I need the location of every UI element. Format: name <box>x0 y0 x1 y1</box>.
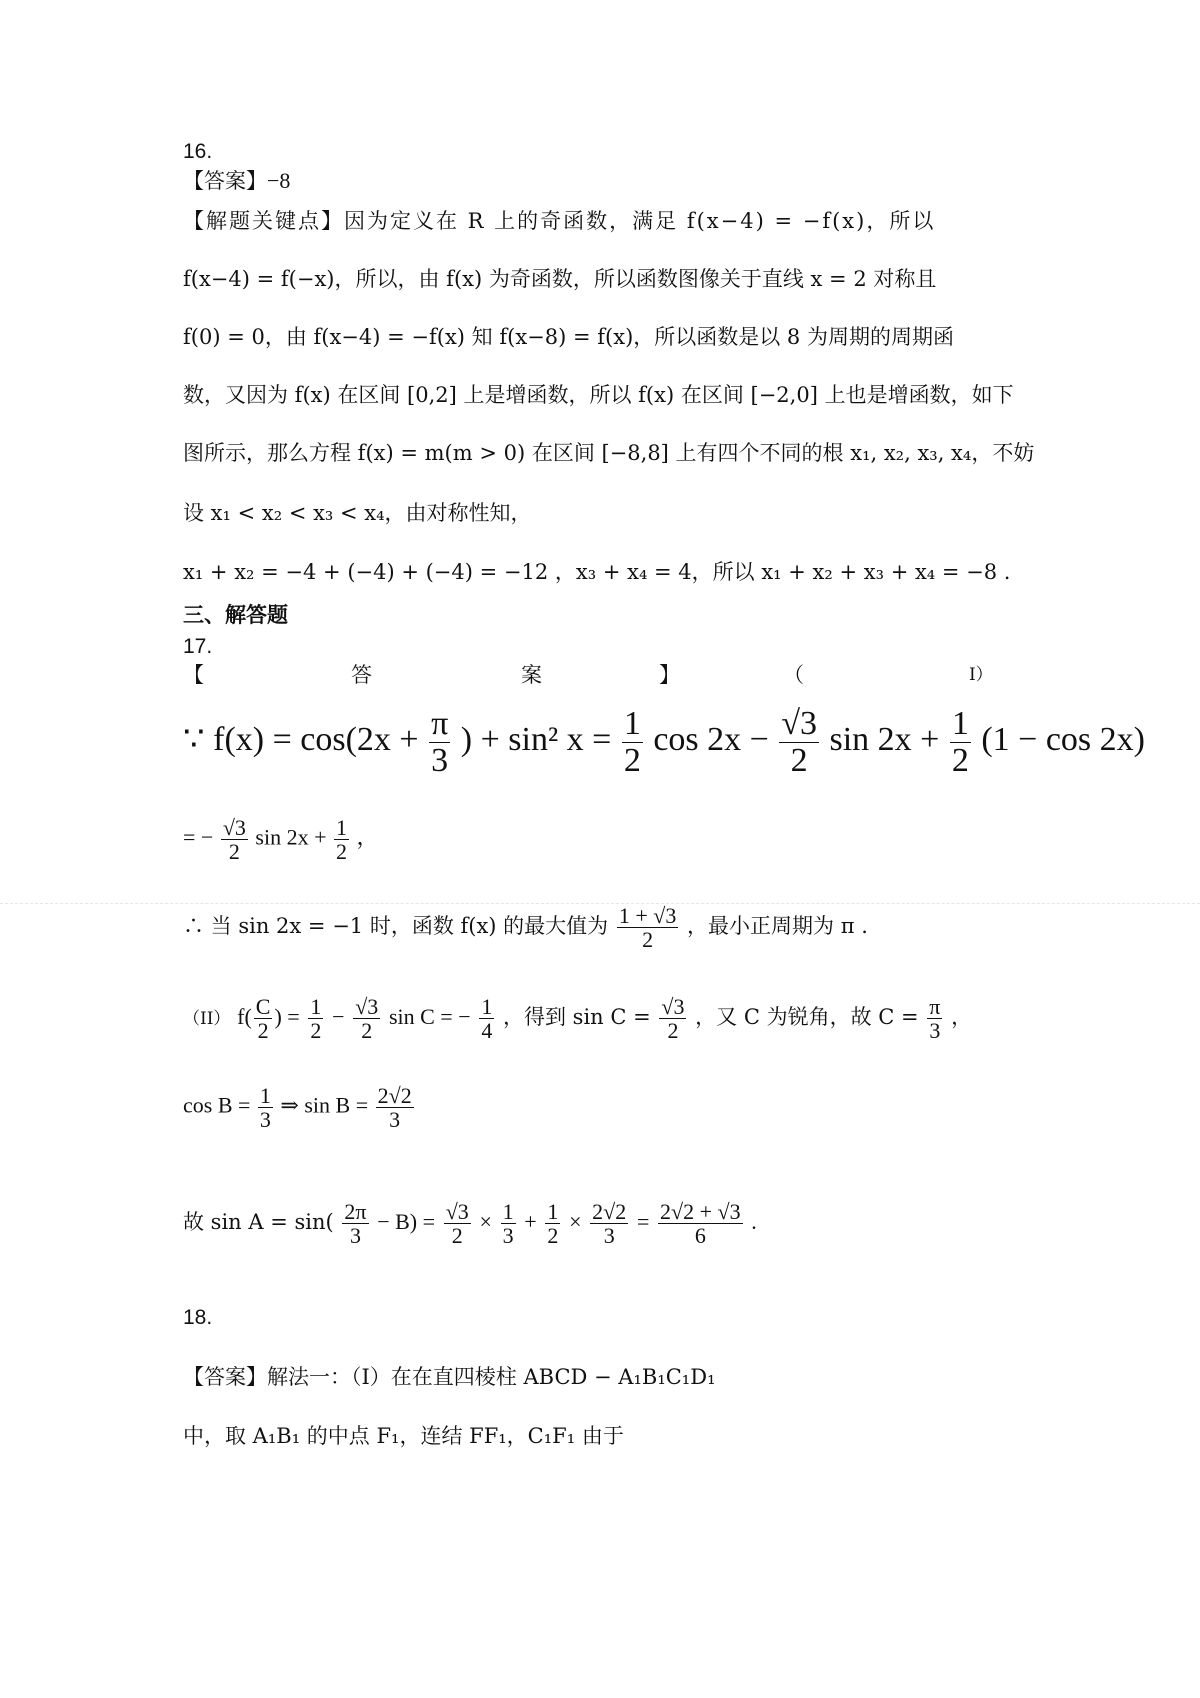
frac-sqrt3-over-2-b: $\frac{√3}{2}$ <box>661 994 685 1044</box>
answer-close-bracket: 】 <box>659 663 680 687</box>
q16-para-3: f(0) = 0，由 f(x−4) = −f(x) 知 f(x−8) = f(x)，所以函数是以 8 为周期的周期函 <box>183 325 954 349</box>
eq-cos2x: cos 2x − <box>653 720 769 758</box>
section-title: 三、解答题 <box>183 602 288 627</box>
frac-third: $\frac{1}{3}$ <box>502 1199 514 1249</box>
frac-third: $\frac{1}{3}$ <box>259 1083 271 1133</box>
frac-quarter: $\frac{1}{4}$ <box>481 994 493 1044</box>
q16-answer-line <box>183 166 290 196</box>
frac-half-1: $\frac{1}{2}$ <box>623 705 641 779</box>
q17-line-2: = − $\frac{√3}{2}$ sin 2x + $\frac{1}{2}$ ， <box>183 815 379 865</box>
q16-para-2: f(x−4) = f(−x)，所以，由 f(x) 为奇函数，所以函数图像关于直线 x = 2 对称且 <box>183 267 937 291</box>
q17-main-equation <box>183 706 1145 778</box>
frac-c-over-2: $\frac{C}{2}$ <box>255 994 271 1044</box>
q17-max-line: ∴ 当 sin 2x = −1 时，函数 f(x) 的最大值为 $\frac{1 + √3}{2}$ ，最小正周期为 π . <box>183 903 868 953</box>
q16-para-5: 图所示，那么方程 f(x) = m(m > 0) 在区间 [−8,8] 上有四个不同的根 x₁, x₂, x₃, x₄，不妨 <box>183 441 1035 465</box>
q16-number: 16. <box>183 140 213 163</box>
q16-para-6: 设 x₁ < x₂ < x₃ < x₄，由对称性知， <box>183 501 532 525</box>
q16-para-4: 数，又因为 f(x) 在区间 [0,2] 上是增函数，所以 f(x) 在区间 [−2,0] 上也是增函数，如下 <box>183 383 1014 407</box>
q16-para-7: x₁ + x₂ = −4 + (−4) + (−4) = −12 ，x₃ + x₄ = 4，所以 x₁ + x₂ + x₃ + x₄ = −8 . <box>183 560 1011 584</box>
frac-half: $\frac{1}{2}$ <box>336 815 347 865</box>
q18-line-2: 中，取 A₁B₁ 的中点 F₁，连结 FF₁，C₁F₁ 由于 <box>183 1424 624 1448</box>
frac-pi-over-3: $\frac{\pi}{3}$ <box>431 705 449 779</box>
q17-sinA-line: 故 sin A = sin( $\frac{2\pi}{3}$ − B) = $\frac{√3}{2}$ × $\frac{1}{3}$ + $\frac{1}{2}$ × $\frac{2√2}{3}$ = $\frac{2√2 + √3}{6}$ . <box>183 1199 757 1249</box>
frac-pi-over-3: $\frac{\pi}{3}$ <box>929 994 941 1044</box>
frac-half: $\frac{1}{2}$ <box>310 994 322 1044</box>
eq-sin2x: sin 2x + <box>829 720 940 758</box>
frac-2sqrt2-over-3: $\frac{2√2}{3}$ <box>377 1083 412 1133</box>
q17-part-2-line: （II） f( $\frac{C}{2}$ ) = $\frac{1}{2}$ − $\frac{√3}{2}$ sin C = − $\frac{1}{4}$ ，得到 sin C = $\frac{√3}{2}$ ，又 C 为锐角，故 C = $\frac{\pi}{3}$ ， <box>183 994 973 1044</box>
q18-line-1 <box>183 1362 715 1392</box>
frac-sqrt3-over-2: $\frac{√3}{2}$ <box>445 1199 469 1249</box>
q17-number: 17. <box>183 635 213 658</box>
answer-char-2: 案 <box>521 663 542 687</box>
frac-sinA-result: $\frac{2√2 + √3}{6}$ <box>660 1199 741 1249</box>
part-2-label: （II） <box>183 1009 231 1030</box>
part-1-label: I） <box>969 665 993 685</box>
frac-max-value: $\frac{1 + √3}{2}$ <box>618 903 677 953</box>
frac-sqrt3-over-2: $\frac{√3}{2}$ <box>781 705 817 779</box>
q16-para-1: 【解题关键点】因为定义在 R 上的奇函数，满足 f(x−4) = −f(x)，所以 <box>183 209 936 233</box>
q18-number: 18. <box>183 1306 213 1329</box>
frac-sqrt3-over-2: $\frac{√3}{2}$ <box>355 994 379 1044</box>
q18-line-1-text: 解法一：（I）在在直四棱柱 ABCD − A₁B₁C₁D₁ <box>267 1365 716 1389</box>
answer-bracket: 【答案】 <box>183 169 267 193</box>
eq-lhs: ∵ f(x) = cos(2x + <box>183 720 419 758</box>
part-1-paren: （ <box>783 663 804 687</box>
frac-2sqrt2-over-3: $\frac{2√2}{3}$ <box>592 1199 627 1249</box>
frac-2pi-over-3: $\frac{2\pi}{3}$ <box>344 1199 367 1249</box>
eq-mid: ) + sin² x = <box>460 720 612 758</box>
q17-cos-line: cos B = $\frac{1}{3}$ ⇒ sin B = $\frac{2√2}{3}$ <box>183 1083 412 1133</box>
answer-char-1: 答 <box>351 663 372 687</box>
frac-half-2: $\frac{1}{2}$ <box>951 705 969 779</box>
frac-half: $\frac{1}{2}$ <box>547 1199 559 1249</box>
answer-open-bracket: 【 <box>183 663 204 687</box>
eq-tail: (1 − cos 2x) <box>981 720 1145 758</box>
answer-value: −8 <box>267 168 291 193</box>
answer-bracket: 【答案】 <box>183 1365 267 1389</box>
frac-sqrt3-over-2: $\frac{√3}{2}$ <box>222 815 246 865</box>
